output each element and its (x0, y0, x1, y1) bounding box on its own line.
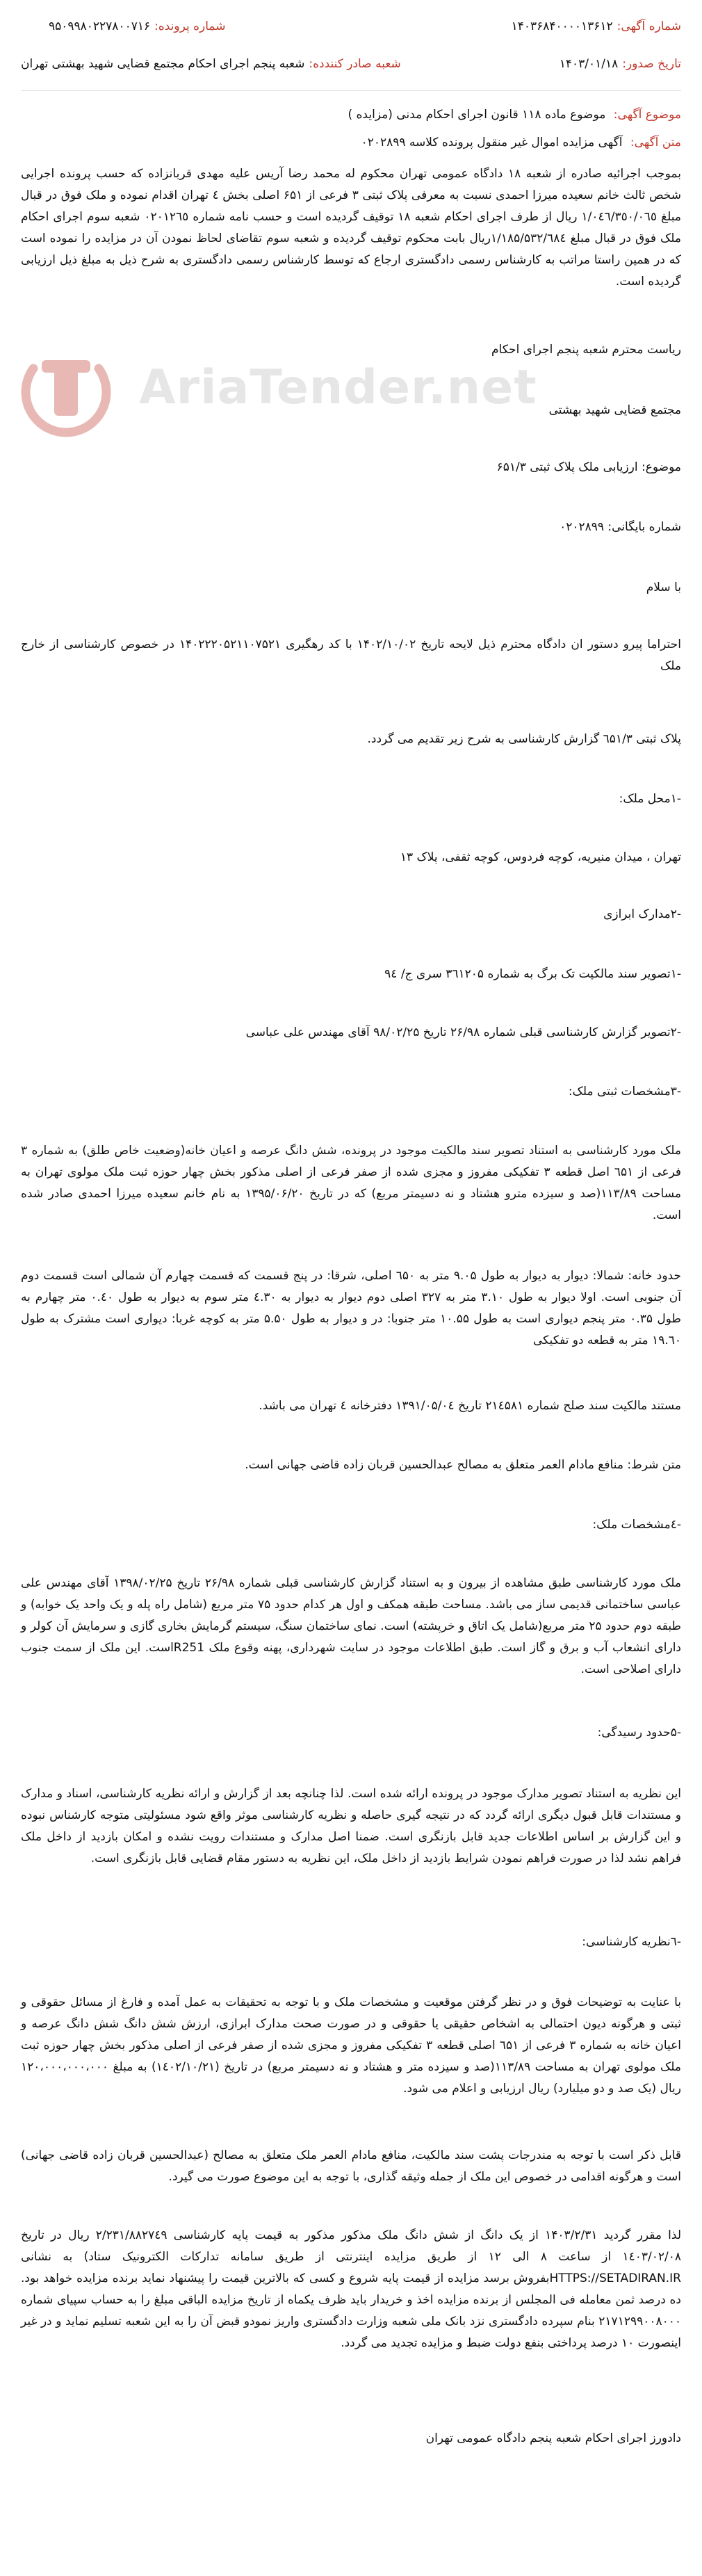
signature-line: دادورز اجرای احکام شعبه پنجم دادگاه عمومی تهران (425, 2431, 681, 2445)
issue-date-value: ۱۴۰۳/۰۱/۱۸ (559, 57, 619, 71)
archive-number-line: شماره بایگانی: ۰۲۰۲۸۹۹ (560, 520, 681, 534)
issue-date-field (560, 50, 681, 78)
ad-number-value: ۱۴۰۳۶۸۴۰۰۰۰۱۳۶۱۲ (511, 19, 613, 33)
document-item-1: -۱تصویر سند مالکیت تک برگ به شماره ۳٦۱۲۰۵ سری ج/ ۹٤ (384, 967, 681, 981)
header-row-1 (21, 13, 681, 40)
section-6-heading: -٦نظریه کارشناسی: (582, 1935, 681, 1949)
section-1-heading: -۱محل ملک: (619, 792, 681, 806)
addressee-line: ریاست محترم شعبه پنجم اجرای احکام (491, 343, 681, 357)
issuing-branch-field (21, 50, 401, 78)
property-address: تهران ، میدان منیریه، کوچه فردوس، کوچه ثقفی، پلاک ۱۳ (400, 850, 681, 864)
section-3-heading: -۳مشخصات ثبتی ملک: (568, 1085, 681, 1099)
ad-number-label: شماره آگهی: (617, 19, 681, 33)
issuing-branch-label: شعبه صادر کنندده: (309, 57, 401, 71)
header-divider (21, 90, 681, 91)
ad-text-value: آگهی مزایده اموال غیر منقول پرونده کلاسه ۰۲۰۲۸۹۹ (361, 136, 623, 149)
report-subject-line: موضوع: ارزیابی ملک پلاک ثبتی ۶۵۱/۳ (496, 460, 681, 474)
usufruct-condition: متن شرط: منافع مادام العمر متعلق به مصالح عبدالحسین قربان زاده قاضی جهانی است. (245, 1458, 681, 1472)
section-2-heading: -۲مدارک ابرازی (603, 907, 681, 921)
section-5-heading: -۵حدود رسیدگی: (597, 1726, 681, 1740)
document-item-2: -۲تصویر گزارش کارشناسی قبلی شماره ۲۶/۹۸ تاریخ ۹۸/۰۲/۲۵ آقای مهندس علی عباسی (245, 1026, 681, 1039)
subject-label: موضوع آگهی: (613, 108, 681, 122)
case-number-label: شماره پرونده: (154, 19, 226, 33)
ad-text-label: متن آگهی: (630, 136, 681, 149)
greeting-line: با سلام (646, 581, 681, 594)
ad-number-field (512, 13, 681, 40)
issue-date-label: تاریخ صدور: (622, 57, 681, 71)
property-specifications: ملک مورد کارشناسی طبق مشاهده از بیرون و به استناد گزارش کارشناسی قبلی شماره ۲۶/۹۸ تاریخ ۱۳۹۸/۰۲/۲۵ آقای مهندس علی عباسی ساختمانی قدیمی ساز می باشد. مساحت طبقه همکف و اول هر کدام حدود ۷۵ متر مربع (شامل راه پله و یک واحد یک خوابه) و طبقه دوم حدود ۲۵ متر مربع(شامل یک اتاق و خرپشته) است. نمای ساختمان سنگ، سیستم گرمایش بخاری گازی و سرمایش آن کولر و دارای انشعاب آب و برق و گاز است. طبق اطلاعات موجود در سایت شهرداری، پهنه وقوع ملک R251است. این ملک از سمت جنوب دارای اصلاحی است. (21, 1576, 681, 1676)
header-row-2 (21, 50, 681, 78)
subject-value: موضوع ماده ۱۱۸ قانون اجرای احکام مدنی (مزایده ) (348, 108, 606, 122)
intro-paragraph: بموجب اجرائیه صادره از شعبه ۱۸ دادگاه عمومی تهران محکوم له محمد رضا آریس علیه مهدی قربانزاده که حسب پرونده اجرایی شخص ثالث خانم سعیده میرزا احمدی نسبت به معرفی پلاک ثبتی ۳ فرعی از ۶۵۱ اصلی بخش ٤ تهران اقدام نموده و ملک فوق در قبال مبلغ ۱/۰٤٦/۳٥۰/۰٦٥ ریال از طرف اجرای احکام شعبه ۱۸ توقیف گردیده است و حسب نامه شماره ۰۲۰۱۲٦٥ شعبه سوم اجرای احکام ملک فوق در قبال مبلغ ۱/۱۸۵/۵۳۲/٦۸٤ریال بابت محکوم توقیف گردیده و شعبه سوم تقاضای لحاظ نمودن آن در مزایده را نموده است که در همین راستا مراتب به کارشناس رسمی دادگستری ارجاع که توسط کارشناس رسمی دادگستری به شرح ذیل به مبلغ ذیل ارزیابی گردیده است. (21, 167, 682, 289)
review-scope: این نظریه به استناد تصویر مدارک موجود در پرونده ارائه شده است. لذا چنانچه بعد از گزارش و ارائه نظریه کارشناسی، اسناد و مدارک و مستندات قابل قبول دیگری ارائه گردد که در نتیجه گیری حاصله و نظریه کارشناسی موثر واقع شود مسئولیتی متوجه کارشناس نبوده و این گزارش بر اساس اطلاعات جدید قابل بازنگری است. ضمنا اصل مدارک و مستندات رویت نشده و امکان بازدید از داخل ملک فراهم نشد لذا در صورت فراهم نمودن شرایط بازدید از داخل ملک، این نظریه به دستور مقام قضایی قابل بازنگری است. (21, 1787, 681, 1865)
case-number-field (49, 13, 225, 40)
section-4-heading: -٤مشخصات ملک: (592, 1518, 681, 1532)
auction-terms: لذا مقرر گردید ۱۴۰۳/۲/۳۱ از یک دانگ از شش دانگ ملک مذکور مذکور به قیمت پایه کارشناسی ۲/۲۳۱/۸۸۲۷٤۹ ریال در تاریخ ۱٤۰۳/۰۲/۰۸ از ساعت ۸ الی ۱۲ از طریق مزایده اینترنتی از طریق سامانه تدارکات الکترونیک ستاد) به نشانی HTTPS://SETADIRAN.IRبفروش برسد مزایده از قیمت پایه شروع و کسی که بالاترین قیمت را پیشنهاد نماید برنده مزایده خواهد بود. ده درصد ثمن معامله فی المجلس از برنده مزایده اخذ و خریدار باید ظرف یکماه از تاریخ مزایده الباقی مبلغ را به حساب سپیای شماره ۲۱۷۱۲۹۹۰۰۸۰۰۰ بنام سپرده دادگستری نزد بانک ملی شعبه وزارت دادگستری واریز نمودو قبض آن را به این شعبه تسلیم نماید و در غیر اینصورت ۱۰ درصد پرداختی بنفع دولت ضبط و مزایده تجدید می گردد. (21, 2228, 681, 2350)
reference-paragraph: احتراما پیرو دستور ان دادگاه محترم ذیل لایحه تاریخ ۱۴۰۲/۱۰/۰۲ با کد رهگیری ۱۴۰۲۲۲۰۵۲۱۱۰۷۵۲۱ در خصوص کارشناسی از خارج ملک (21, 638, 682, 673)
subject-row (21, 103, 681, 127)
issuing-branch-value: شعبه پنجم اجرای احکام مجتمع قضایی شهید بهشتی تهران (21, 57, 305, 71)
report-intro-line: پلاک ثبتی ٦۵۱/۳ گزارش کارشناسی به شرح زیر تقدیم می گردد. (367, 732, 681, 746)
usufruct-note: قابل ذکر است با توجه به مندرجات پشت سند مالکیت، منافع مادام العمر ملک متعلق به مصالح (عبدالحسین قربان زاده قاضی جهانی) است و هرگونه اقدامی در خصوص این ملک از جمله وثیقه گذاری، با توجه به این موضوع صورت می گیرد. (21, 2148, 681, 2184)
watermark-text: AriaTender.net (139, 360, 537, 415)
property-boundaries: حدود خانه: شمالا: دیوار به دیوار به طول ۹.۰۵ متر به ٦۵۰ اصلی، شرقا: در پنج قسمت که قسمت چهارم آن شمالی است قسمت دوم آن جنوبی است. اولا دیوار به طول ۳.۱۰ متر به ۳۲۷ اصلی دوم دیوار به دیوار به ٤.۳۰ متر سوم به دیوار به طول ۰.٤۰ متر چهارم به طول ۰.۳۵ متر پنجم دیواری است به طول ۱۰.۵۵ متر جنوبا: در و دیوار به طول ۵.۵۰ متر به کوچه غربا: دیواری است مشترک به طول ۱۹.٦۰ متر به قطعه دو تفکیکی (21, 1269, 682, 1347)
court-complex-line: مجتمع قضایی شهید بهشتی (548, 403, 681, 417)
case-number-value: ۹۵۰۹۹۸۰۲۲۷۸۰۰۷۱۶ (49, 19, 151, 33)
expert-opinion: با عنایت به توضیحات فوق و در نظر گرفتن موقعیت و مشخصات ملک و با توجه به تحقیقات به عمل آمده و فارغ از مسائل حقوقی و ثبتی و هرگونه دیون احتمالی به اشخاص حقیقی یا حقوقی و در صورت صحت مدارک ابرازی، ارزش شش دانگ شش دانگ عرصه و اعیان خانه به شماره ۳ فرعی از ٦۵۱ اصلی قطعه ۳ تفکیکی مفروز و مجزی شده از صفر فرعی از اصلی مذکور بخش چهار حوزه ثبت ملک مولوی تهران به مساحت ۱۱۳/۸۹(صد و سیزده متر و هشتاد و نه دسیمتر مربع) در تاریخ (۱٤۰۲/۱۰/۲۱) به مبلغ ۱۲۰،۰۰۰،۰۰۰،۰۰۰ ریال (یک صد و دو میلیارد) ریال ارزیابی و اعلام می شود. (21, 1995, 682, 2096)
registration-details: ملک مورد کارشناسی به استناد تصویر سند مالکیت موجود در پرونده، شش دانگ عرصه و اعیان خانه(وضعیت خاص طلق) به شماره ۳ فرعی از ٦۵۱ اصل قطعه ۳ تفکیکی مفروز و مجزی شده از صفر فرعی از اصلی مذکور بخش چهار حوزه ثبت ملک مولوی تهران به مساحت ۱۱۳/۸۹(صد و سیزده مترو هشتاد و نه دسیمتر مربع) که در تاریخ ۱۳۹۵/۰۶/۲۰ به نام خانم سعیده میرزا احمدی صادر شده است. (21, 1144, 681, 1222)
ad-text-row (21, 131, 681, 154)
ownership-document: مستند مالکیت سند صلح شماره ۲۱٤۵۸۱ تاریخ ۱۳۹۱/۰۵/۰٤ دفترخانه ٤ تهران می باشد. (259, 1399, 681, 1413)
